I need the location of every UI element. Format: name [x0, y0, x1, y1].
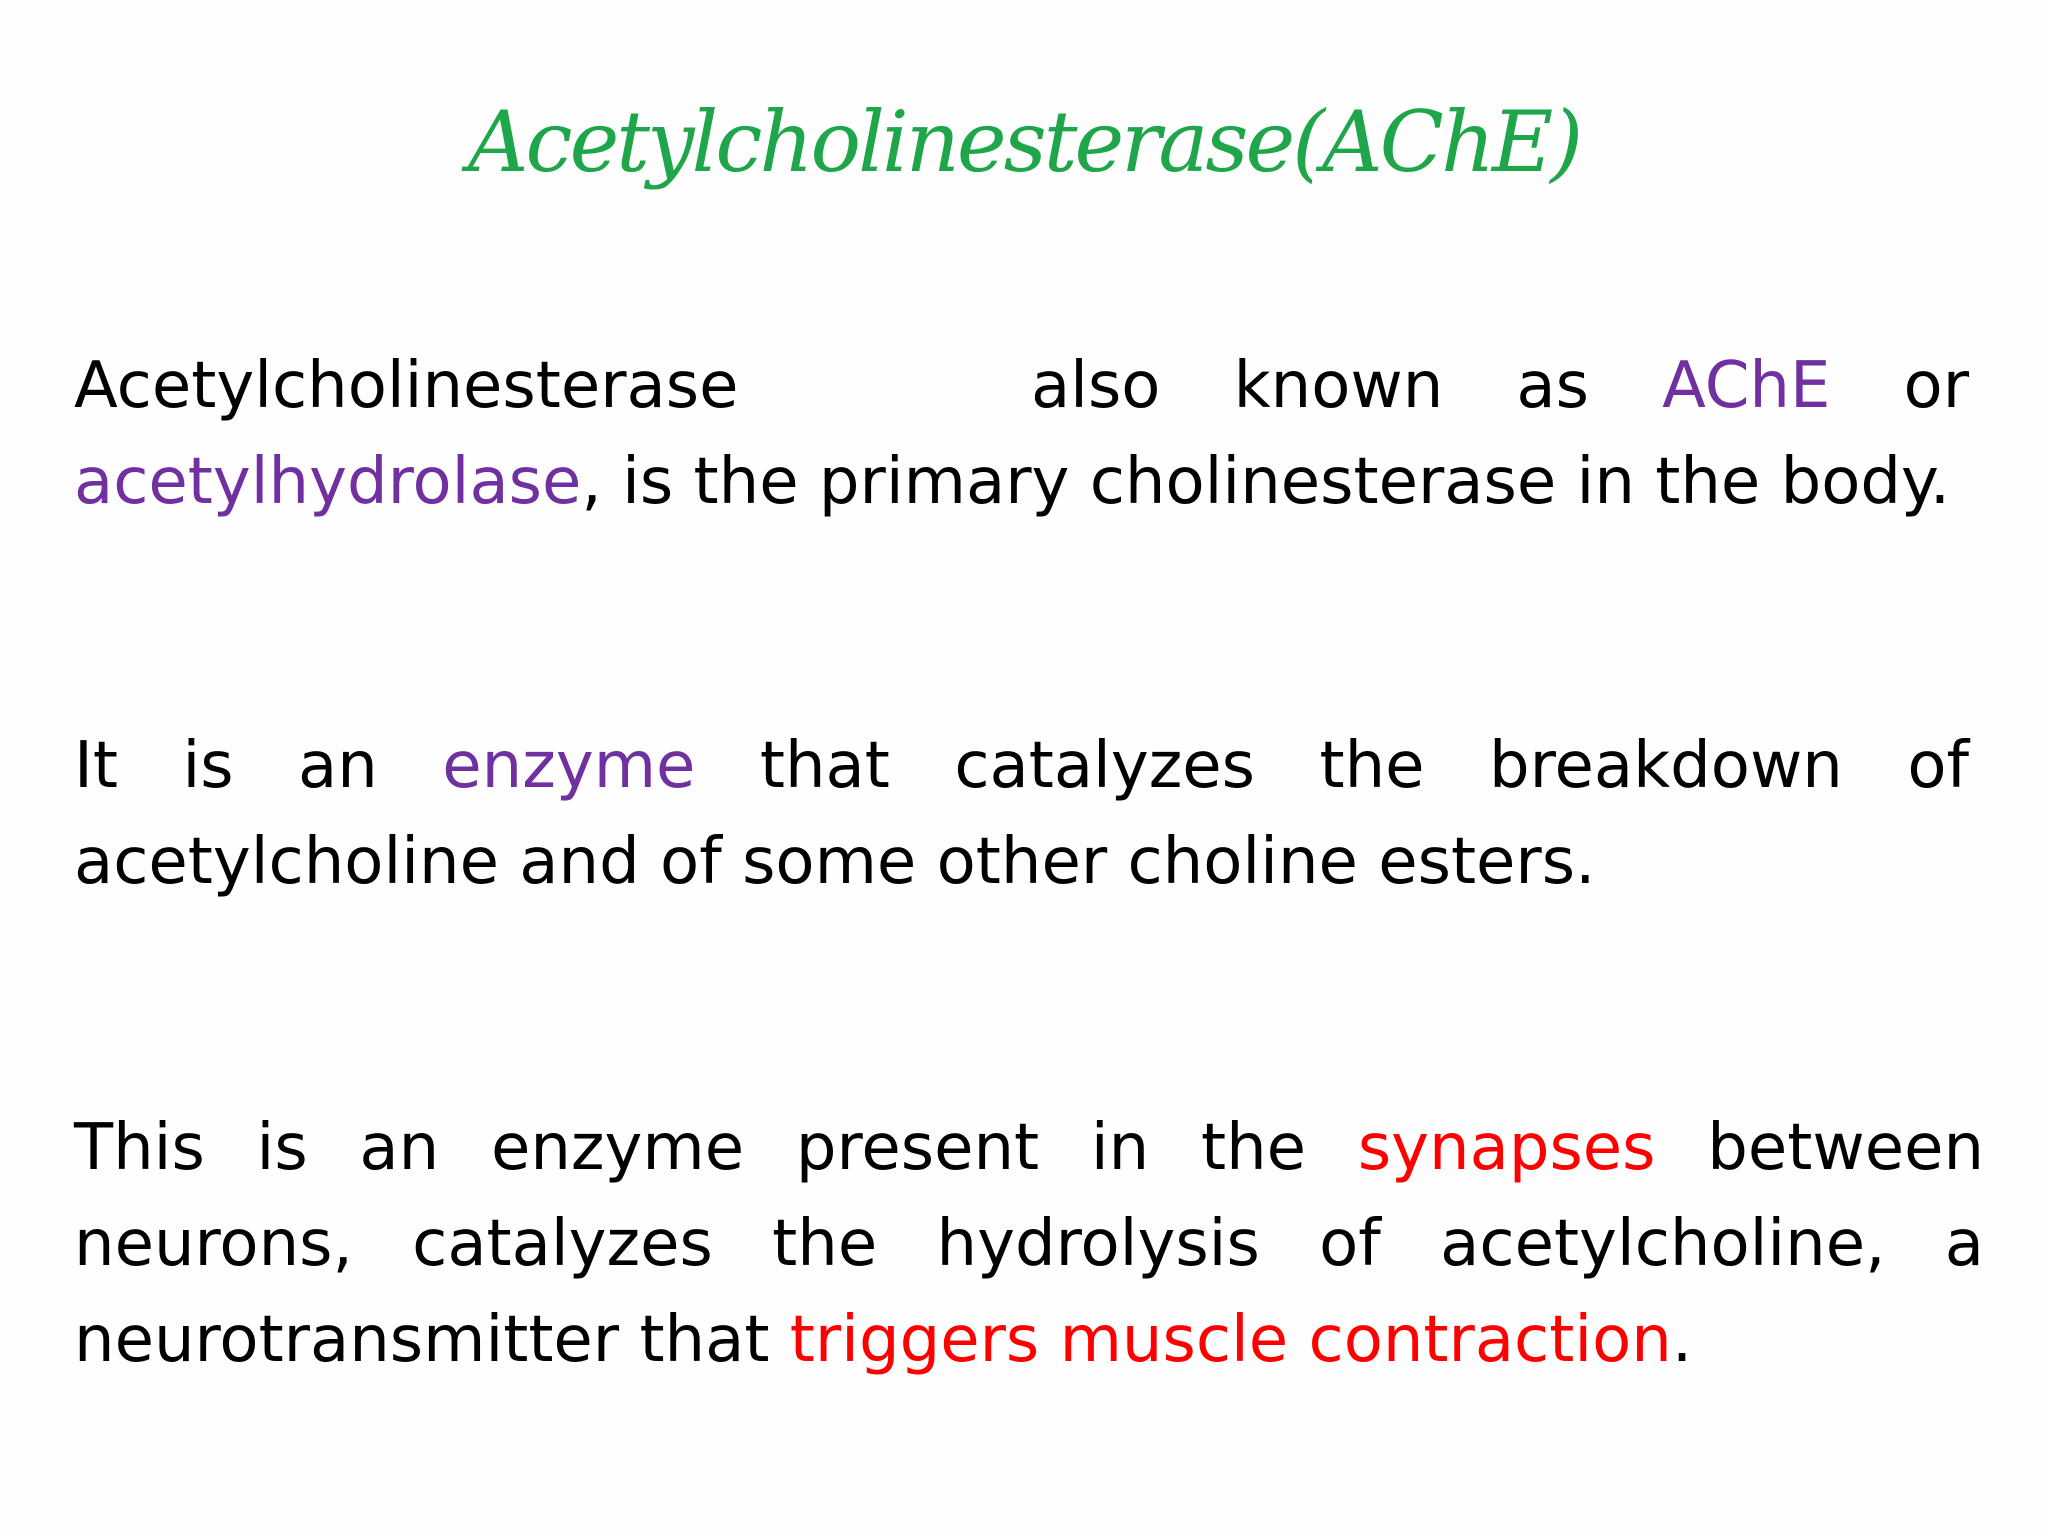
- paragraph-text: between: [1707, 1111, 1985, 1185]
- highlight-acetylhydrolase: acetylhydrolase: [74, 445, 582, 519]
- paragraph-synapses: [74, 1100, 1984, 1388]
- highlight-ache: AChE: [1662, 349, 1831, 423]
- paragraph-line: [74, 434, 1969, 530]
- word-also: also: [1030, 349, 1161, 423]
- paragraph-line: neurons, catalyzes the hydrolysis of acetylcholine, a: [74, 1207, 1984, 1281]
- highlight-muscle-contraction: triggers muscle contraction: [789, 1303, 1672, 1377]
- paragraph-line: [74, 1100, 1984, 1196]
- word-known: known: [1233, 349, 1444, 423]
- slide-title: Acetylcholinesterase(AChE): [467, 93, 1581, 191]
- paragraph-line: [74, 338, 1969, 434]
- paragraph-enzyme-function: [74, 718, 1969, 910]
- highlight-synapses: synapses: [1357, 1111, 1656, 1185]
- paragraph-text: This is an enzyme present in the: [74, 1111, 1307, 1185]
- paragraph-text: , is the primary cholinesterase in the body.: [581, 445, 1951, 519]
- paragraph-line: [74, 1292, 1984, 1388]
- paragraph-line: [74, 718, 1969, 814]
- highlight-enzyme: enzyme: [442, 729, 696, 803]
- term-acetylcholinesterase: Acetylcholinesterase: [74, 349, 739, 423]
- word-or: or: [1903, 349, 1969, 423]
- paragraph-text: neurotransmitter that: [74, 1303, 770, 1377]
- paragraph-line: acetylcholine and of some other choline esters.: [74, 825, 1596, 899]
- paragraph-text: .: [1671, 1303, 1693, 1377]
- paragraph-definition: [74, 338, 1969, 530]
- paragraph-text: that catalyzes the breakdown of: [759, 729, 1969, 803]
- word-as: as: [1516, 349, 1589, 423]
- paragraph-text: It is an: [74, 729, 378, 803]
